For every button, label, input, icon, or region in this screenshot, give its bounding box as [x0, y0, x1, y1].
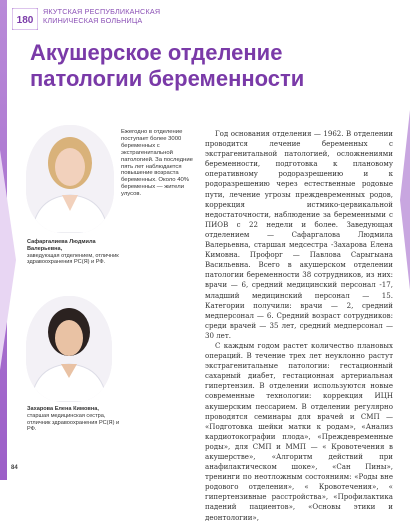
photo-caption-2	[27, 406, 127, 433]
logo-text: 180	[16, 15, 34, 26]
caption-2-role: старшая медицинская сестра, отличник здравоохранения РС(Я) и РФ.	[27, 412, 120, 433]
body-paragraph-1: Год основания отделения — 1962. В отделении проводится лечение беременных с экстрагенитальной патологией, осложнениями беременности, подготовка к плановому оперативному родоразрешению и к родоразрешению через естественные родовые пути, лечение угрозы преждевременных родов, коррекция истмико-цервикальной недостаточности, наблюдение за беременными с ПИОВ с 22 недели и более. Заведующая отделением — Сафаргалова Людмила Валерьевна, старшая медсестра -Захарова Елена Кимовна. Профорг — Павлова Сарыгыана Васильевна. Всего в акушерском отделении патологии беременности 38 сотрудников, из них: врачи — 6, средний медицинский персонал -17, младший медицинский персонал — 15. Категории получили: врачи — 2, средний медперсонал — 6. Средний возраст сотрудников: среди врачей — 35 лет, средний медперсонал — 30 лет.	[205, 129, 393, 340]
org-line-1: ЯКУТСКАЯ РЕСПУБЛИКАНСКАЯ	[43, 7, 161, 16]
article-title: Акушерское отделение патологии беременности	[30, 40, 305, 91]
right-decor-shape	[400, 110, 410, 290]
body-paragraph-2: С каждым годом растет количество плановых операций. В течение трех лет неуклонно растут экстрагенитальные патологии: гестационный сахарный диабет, гестационная артериальная гипертензия. В отделении используются новые современные технологии: коррекция ИЦН акушерским пессарием. В отделении регулярно проводятся семинары для врачей и СМП — «Подготовка шейки матки к родам», «Анализ кардиотокографии плода», «Преждевременные роды», для СМП и ММП — « Кровотечения в акушерстве», «Алгоритм действий при анафилактическом шоке», «Сан Пины», тренинги по неотложным состояниям: «Роды вне родового отделения», « Кровотечения», « гипертензивные расстройства», «Профилактика падений пациентов», «Основы этики и деонтологии»,	[205, 340, 393, 522]
portrait-photo-head-of-department	[26, 125, 114, 233]
hospital-logo-icon	[12, 8, 38, 30]
caption-1-name: Сафаргалиева Людмила Валерьевна,	[27, 239, 96, 252]
organization-name	[43, 8, 160, 25]
article-body	[205, 129, 393, 523]
portrait-2-illustration	[26, 296, 112, 402]
caption-2-name: Захарова Елена Кимовна,	[27, 406, 99, 412]
portrait-photo-head-nurse	[26, 296, 112, 402]
caption-1-role: заведующая отделением, отличник здравоохранения РС(Я) и РФ.	[27, 252, 119, 266]
portrait-1-illustration	[26, 125, 114, 233]
statistics-note: Ежегодно в отделение поступает более 3000 беременных с экстрагенитальной патологией. За последние пять лет наблюдается повышение возраста беременных. Около 40% беременных — жители улусов.	[121, 129, 193, 198]
photo-caption-1	[27, 239, 127, 266]
org-line-2: КЛИНИЧЕСКАЯ БОЛЬНИЦА	[43, 15, 143, 25]
page-number: 84	[11, 465, 18, 471]
left-decor-shape	[0, 150, 16, 370]
